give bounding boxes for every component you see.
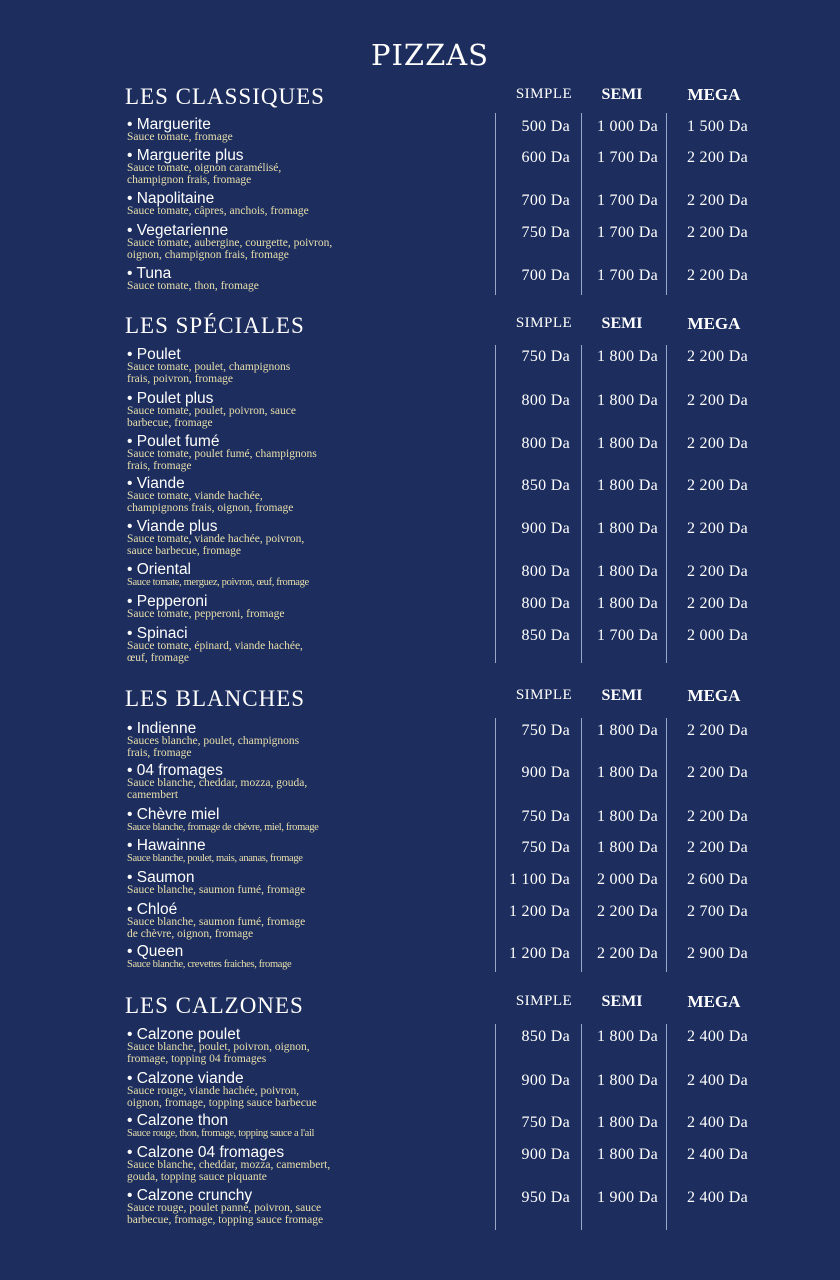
price-simple: 1 200 Da [508,903,570,920]
price-mega: 2 200 Da [686,477,748,494]
menu-item [127,117,487,144]
item-name: • Viande plus [127,518,218,535]
menu-item [127,519,487,557]
menu-item [127,223,487,261]
menu-item [127,763,487,801]
column-header-semi: SEMI [601,687,643,704]
item-description: Sauces blanche, poulet, champignons [127,735,300,747]
price-mega: 2 200 Da [686,149,748,166]
price-semi: 1 800 Da [596,1072,658,1089]
item-name: • Calzone viande [127,1070,244,1087]
item-description: Sauce tomate, thon, fromage [127,280,259,292]
column-header-mega: MEGA [687,85,741,104]
price-simple: 900 Da [521,764,570,781]
price-mega: 2 200 Da [686,192,748,209]
item-description: Sauce blanche, saumon fumé, fromage [127,884,306,896]
column-header-simple: SIMPLE [515,993,573,1009]
item-name: • Viande [127,475,185,492]
item-description: camembert [127,788,179,801]
price-simple: 1 100 Da [508,871,570,888]
price-semi: 1 800 Da [596,1028,658,1045]
menu-item [127,626,487,664]
section-title: LES CALZONES [125,993,304,1018]
column-header-mega: MEGA [687,686,741,705]
item-name: • Indienne [127,720,197,737]
item-description: oignon, champignon frais, fromage [127,248,289,261]
menu-item [127,1071,487,1109]
menu-item [127,944,487,971]
price-mega: 2 200 Da [686,764,748,781]
price-simple: 900 Da [521,1072,570,1089]
price-mega: 2 400 Da [686,1114,748,1131]
price-mega: 2 200 Da [686,348,748,365]
price-semi: 1 800 Da [596,348,658,365]
price-mega: 2 400 Da [686,1189,748,1206]
item-name: • Calzone 04 fromages [127,1144,285,1161]
item-description: Sauce blanche, poulet, mais, ananas, fromage [127,853,303,864]
price-simple: 600 Da [521,149,570,166]
column-header-simple: SIMPLE [515,315,573,331]
item-description: barbecue, fromage [127,416,213,429]
price-simple: 750 Da [521,839,570,856]
price-semi: 1 700 Da [596,192,658,209]
item-description: Sauce tomate, merguez, poivron, œuf, fromage [127,577,309,588]
price-mega: 2 000 Da [686,627,748,644]
item-description: Sauce tomate, poulet, champignons [127,361,291,373]
menu-item [127,902,487,940]
item-description: Sauce rouge, viande hachée, poivron, [127,1085,300,1097]
price-mega: 2 200 Da [686,563,748,580]
menu-item [127,1027,487,1065]
menu-item [127,1145,487,1183]
menu-item [127,562,487,589]
item-name: • Marguerite [127,116,211,133]
price-semi: 1 800 Da [596,808,658,825]
price-simple: 700 Da [521,192,570,209]
menu-item [127,434,487,472]
price-semi: 1 800 Da [596,839,658,856]
column-header-semi: SEMI [601,993,643,1010]
item-description: Sauce tomate, épinard, viande hachée, [127,640,303,652]
item-name: • Oriental [127,561,192,578]
price-semi: 2 000 Da [596,871,658,888]
item-description: Sauce tomate, oignon caramélisé, [127,162,282,174]
item-name: • Poulet [127,346,181,363]
price-mega: 2 200 Da [686,595,748,612]
price-mega: 2 200 Da [686,224,748,241]
section-title: LES CLASSIQUES [125,84,325,109]
price-simple: 750 Da [521,224,570,241]
column-header-semi: SEMI [601,315,643,332]
item-name: • Vegetarienne [127,222,229,239]
price-simple: 800 Da [521,392,570,409]
price-simple: 950 Da [521,1189,570,1206]
item-description: Sauce tomate, viande hachée, poivron, [127,533,305,545]
page-title: PIZZAS [370,38,490,72]
price-mega: 2 400 Da [686,1028,748,1045]
price-semi: 2 200 Da [596,945,658,962]
menu-item [127,347,487,385]
item-name: • Poulet fumé [127,433,220,450]
item-description: Sauce blanche, cheddar, mozza, gouda, [127,777,308,789]
item-name: • Poulet plus [127,390,214,407]
item-description: œuf, fromage [127,651,189,664]
item-description: frais, fromage [127,459,192,472]
menu-item [127,391,487,429]
item-name: • Calzone crunchy [127,1187,253,1204]
item-description: Sauce tomate, poulet, poivron, sauce [127,405,296,417]
item-name: • Pepperoni [127,593,208,610]
price-simple: 850 Da [521,627,570,644]
item-description: champignons frais, oignon, fromage [127,501,294,514]
price-simple: 500 Da [521,118,570,135]
menu-item [127,1188,487,1226]
price-semi: 1 800 Da [596,520,658,537]
price-simple: 800 Da [521,595,570,612]
item-description: Sauce blanche, cheddar, mozza, camembert, [127,1159,331,1171]
item-description: frais, fromage [127,746,192,759]
menu-item [127,148,487,186]
menu-item [127,807,487,834]
menu-item [127,476,487,514]
price-semi: 1 700 Da [596,149,658,166]
item-name: • Calzone poulet [127,1026,241,1043]
item-description: Sauce tomate, câpres, anchois, fromage [127,205,309,217]
price-simple: 900 Da [521,520,570,537]
price-semi: 1 000 Da [596,118,658,135]
item-description: Sauce tomate, fromage [127,131,233,143]
price-simple: 800 Da [521,563,570,580]
price-simple: 900 Da [521,1146,570,1163]
item-name: • Napolitaine [127,190,215,207]
price-semi: 1 800 Da [596,563,658,580]
section-title: LES SPÉCIALES [125,313,305,338]
column-header-mega: MEGA [687,992,741,1011]
price-mega: 2 400 Da [686,1146,748,1163]
item-description: gouda, topping sauce piquante [127,1170,267,1183]
price-semi: 1 800 Da [596,595,658,612]
price-simple: 800 Da [521,435,570,452]
column-divider [666,718,667,972]
price-mega: 2 600 Da [686,871,748,888]
price-semi: 1 800 Da [596,1146,658,1163]
item-description: fromage, topping 04 fromages [127,1052,267,1065]
price-semi: 1 800 Da [596,477,658,494]
column-header-mega: MEGA [687,314,741,333]
item-name: • Chloé [127,901,178,918]
item-name: • Hawainne [127,837,206,854]
price-mega: 2 200 Da [686,808,748,825]
price-mega: 2 200 Da [686,392,748,409]
price-simple: 750 Da [521,348,570,365]
column-header-simple: SIMPLE [515,86,573,102]
price-mega: 2 200 Da [686,722,748,739]
menu-item [127,594,487,621]
price-semi: 1 700 Da [596,627,658,644]
price-mega: 2 900 Da [686,945,748,962]
item-description: Sauce tomate, pepperoni, fromage [127,608,285,620]
item-description: de chèvre, oignon, fromage [127,927,254,940]
item-description: champignon frais, fromage [127,173,252,186]
price-semi: 2 200 Da [596,903,658,920]
menu-item [127,266,487,293]
price-mega: 2 200 Da [686,520,748,537]
price-mega: 2 200 Da [686,435,748,452]
price-simple: 850 Da [521,477,570,494]
item-description: Sauce tomate, aubergine, courgette, poivron, [127,237,333,249]
item-description: Sauce rouge, poulet panné, poivron, sauce [127,1202,322,1214]
item-name: • Tuna [127,265,172,282]
item-description: sauce barbecue, fromage [127,544,241,557]
menu-item [127,870,487,897]
item-description: Sauce blanche, saumon fumé, fromage [127,916,306,928]
item-name: • Marguerite plus [127,147,244,164]
item-description: frais, poivron, fromage [127,372,234,385]
item-description: Sauce blanche, crevettes fraiches, fromage [127,959,292,970]
item-name: • Calzone thon [127,1112,229,1129]
price-semi: 1 800 Da [596,764,658,781]
column-divider [666,345,667,663]
menu-item [127,1113,487,1140]
price-mega: 2 400 Da [686,1072,748,1089]
item-name: • Saumon [127,869,195,886]
menu-item [127,721,487,759]
section-title: LES BLANCHES [125,686,306,711]
column-divider [666,1024,667,1230]
item-name: • Queen [127,943,184,960]
column-divider [666,113,667,295]
price-semi: 1 800 Da [596,392,658,409]
price-mega: 2 700 Da [686,903,748,920]
item-description: Sauce tomate, poulet fumé, champignons [127,448,317,460]
item-description: Sauce blanche, poulet, poivron, oignon, [127,1041,310,1053]
item-name: • Spinaci [127,625,188,642]
price-mega: 1 500 Da [686,118,748,135]
price-mega: 2 200 Da [686,839,748,856]
price-simple: 750 Da [521,808,570,825]
item-name: • 04 fromages [127,762,223,779]
price-semi: 1 900 Da [596,1189,658,1206]
price-semi: 1 700 Da [596,224,658,241]
price-simple: 1 200 Da [508,945,570,962]
item-description: Sauce blanche, fromage de chèvre, miel, fromage [127,822,319,833]
item-description: oignon, fromage, topping sauce barbecue [127,1096,317,1109]
price-simple: 700 Da [521,267,570,284]
item-description: Sauce rouge, thon, fromage, topping sauce a l'ail [127,1128,315,1139]
price-semi: 1 800 Da [596,435,658,452]
price-simple: 750 Da [521,1114,570,1131]
price-mega: 2 200 Da [686,267,748,284]
price-semi: 1 700 Da [596,267,658,284]
menu-item [127,838,487,865]
price-simple: 850 Da [521,1028,570,1045]
item-description: Sauce tomate, viande hachée, [127,490,263,502]
item-name: • Chèvre miel [127,806,220,823]
menu-item [127,191,487,218]
price-semi: 1 800 Da [596,1114,658,1131]
price-semi: 1 800 Da [596,722,658,739]
column-header-simple: SIMPLE [515,687,573,703]
column-header-semi: SEMI [601,86,643,103]
price-simple: 750 Da [521,722,570,739]
item-description: barbecue, fromage, topping sauce fromage [127,1213,324,1226]
